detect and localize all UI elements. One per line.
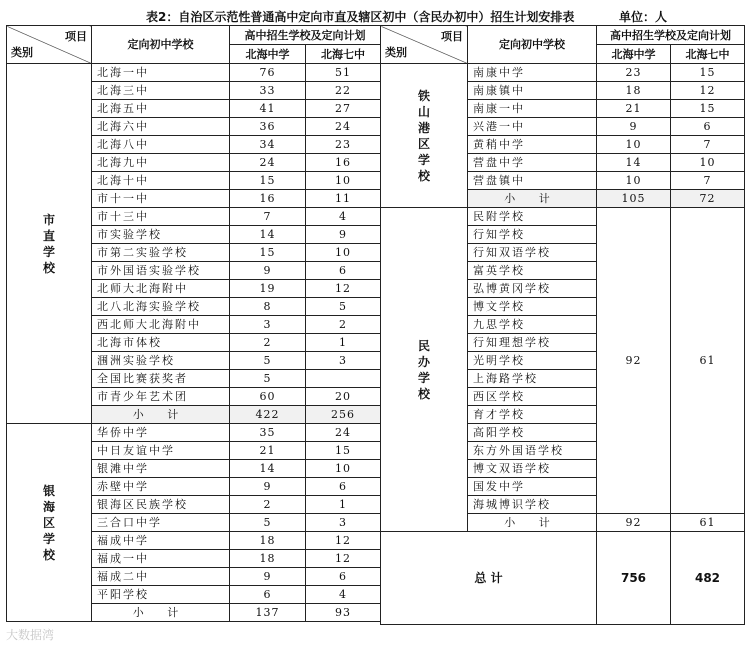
school-name: 行知学校: [468, 226, 597, 244]
header-item: 项目: [65, 30, 87, 43]
plan-hs2: 15: [671, 64, 745, 82]
plan-hs1: 14: [230, 226, 306, 244]
school-name: 博文学校: [468, 298, 597, 316]
school-name: 博文双语学校: [468, 460, 597, 478]
school-name: 全国比赛获奖者: [92, 370, 230, 388]
school-name: 南康镇中: [468, 82, 597, 100]
plan-hs1: 15: [230, 244, 306, 262]
plan-hs1: 60: [230, 388, 306, 406]
plan-hs1: 9: [597, 118, 671, 136]
table-row: [7, 64, 381, 82]
plan-hs2: 12: [306, 280, 381, 298]
plan-hs2: 12: [671, 82, 745, 100]
right-table: [380, 25, 745, 625]
school-name: 上海路学校: [468, 370, 597, 388]
header-middle-school-right: 定向初中学校: [468, 26, 597, 64]
plan-hs1: 5: [230, 370, 306, 388]
plan-hs1: 7: [230, 208, 306, 226]
unit-label: 单位：人: [619, 10, 668, 24]
plan-hs1: 5: [230, 352, 306, 370]
plan-hs2: 10: [306, 244, 381, 262]
school-name: 市实验学校: [92, 226, 230, 244]
header-plan-right: 高中招生学校及定向计划: [597, 26, 745, 45]
plan-hs2: [306, 370, 381, 388]
plan-hs2: 12: [306, 532, 381, 550]
school-name: 银滩中学: [92, 460, 230, 478]
school-name: 富英学校: [468, 262, 597, 280]
plan-hs2: 23: [306, 136, 381, 154]
school-name: 市十一中: [92, 190, 230, 208]
school-name: 营盘中学: [468, 154, 597, 172]
plan-hs1: 6: [230, 586, 306, 604]
plan-hs1: 19: [230, 280, 306, 298]
school-name: 平阳学校: [92, 586, 230, 604]
plan-hs1: 24: [230, 154, 306, 172]
plan-hs2: 6: [671, 118, 745, 136]
school-name: 黄稍中学: [468, 136, 597, 154]
plan-hs1: 76: [230, 64, 306, 82]
header-category: 类别: [11, 46, 33, 59]
subtotal-hs2: 256: [306, 406, 381, 424]
plan-hs2: 51: [306, 64, 381, 82]
plan-hs2: 20: [306, 388, 381, 406]
plan-hs2: 11: [306, 190, 381, 208]
plan-hs1: 34: [230, 136, 306, 154]
school-name: 北八北海实验学校: [92, 298, 230, 316]
plan-hs1: 21: [597, 100, 671, 118]
total-hs1: 756: [597, 532, 671, 625]
subtotal-label: 小 计: [468, 514, 597, 532]
school-name: 三合口中学: [92, 514, 230, 532]
plan-hs2: 10: [306, 172, 381, 190]
school-name: 市外国语实验学校: [92, 262, 230, 280]
plan-hs2: 15: [671, 100, 745, 118]
plan-hs1: 10: [597, 136, 671, 154]
school-name: 涠洲实验学校: [92, 352, 230, 370]
total-label: 总 计: [381, 532, 597, 625]
school-name: 北海一中: [92, 64, 230, 82]
school-name: 行知理想学校: [468, 334, 597, 352]
school-name: 海城博识学校: [468, 496, 597, 514]
school-name: 光明学校: [468, 352, 597, 370]
plan-hs2: 12: [306, 550, 381, 568]
minban-merged-hs2: 61: [671, 208, 745, 514]
table-row: [7, 424, 381, 442]
school-name: 兴港一中: [468, 118, 597, 136]
school-name: 北海八中: [92, 136, 230, 154]
plan-hs2: 2: [306, 316, 381, 334]
subtotal-hs2: 61: [671, 514, 745, 532]
plan-hs1: 3: [230, 316, 306, 334]
school-name: 市青少年艺术团: [92, 388, 230, 406]
plan-hs2: 6: [306, 568, 381, 586]
school-name: 北师大北海附中: [92, 280, 230, 298]
header-hs2-right: 北海七中: [671, 45, 745, 64]
plan-hs1: 9: [230, 262, 306, 280]
minban-merged-hs1: 92: [597, 208, 671, 514]
school-name: 民附学校: [468, 208, 597, 226]
plan-hs1: 10: [597, 172, 671, 190]
header-hs1-right: 北海中学: [597, 45, 671, 64]
school-name: 行知双语学校: [468, 244, 597, 262]
header-hs1: 北海中学: [230, 45, 306, 64]
school-name: 西北师大北海附中: [92, 316, 230, 334]
header-middle-school: 定向初中学校: [92, 26, 230, 64]
school-name: 福成一中: [92, 550, 230, 568]
table-title-bar: [0, 6, 746, 24]
school-name: 育才学校: [468, 406, 597, 424]
table-row: [381, 64, 745, 82]
plan-hs1: 18: [597, 82, 671, 100]
subtotal-label: 小 计: [468, 190, 597, 208]
school-name: 九思学校: [468, 316, 597, 334]
school-name: 北海六中: [92, 118, 230, 136]
group-label-shizhi: 市 直 学 校: [7, 64, 92, 424]
group-label-minban: 民 办 学 校: [381, 208, 468, 532]
plan-hs1: 18: [230, 532, 306, 550]
plan-hs2: 24: [306, 118, 381, 136]
group-label-tieshangang: 铁 山 港 区 学 校: [381, 64, 468, 208]
subtotal-hs1: 105: [597, 190, 671, 208]
total-row: [381, 532, 745, 625]
plan-hs1: 9: [230, 478, 306, 496]
left-table: [6, 25, 381, 622]
plan-hs2: 7: [671, 172, 745, 190]
plan-hs2: 1: [306, 334, 381, 352]
table-title: 表2：自治区示范性普通高中定向市直及辖区初中（含民办初中）招生计划安排表: [146, 10, 575, 24]
plan-hs2: 6: [306, 262, 381, 280]
plan-hs2: 4: [306, 586, 381, 604]
school-name: 赤壁中学: [92, 478, 230, 496]
plan-hs2: 1: [306, 496, 381, 514]
header-plan: 高中招生学校及定向计划: [230, 26, 381, 45]
plan-hs2: 15: [306, 442, 381, 460]
plan-hs1: 16: [230, 190, 306, 208]
subtotal-hs1: 137: [230, 604, 306, 622]
plan-hs2: 3: [306, 352, 381, 370]
school-name: 市第二实验学校: [92, 244, 230, 262]
plan-hs1: 33: [230, 82, 306, 100]
plan-hs1: 8: [230, 298, 306, 316]
school-name: 营盘镇中: [468, 172, 597, 190]
school-name: 东方外国语学校: [468, 442, 597, 460]
plan-hs1: 21: [230, 442, 306, 460]
school-name: 福成中学: [92, 532, 230, 550]
school-name: 北海三中: [92, 82, 230, 100]
plan-hs1: 14: [230, 460, 306, 478]
subtotal-label: 小 计: [92, 406, 230, 424]
plan-hs1: 14: [597, 154, 671, 172]
plan-hs1: 35: [230, 424, 306, 442]
plan-hs2: 5: [306, 298, 381, 316]
subtotal-hs1: 422: [230, 406, 306, 424]
subtotal-label: 小 计: [92, 604, 230, 622]
school-name: 北海五中: [92, 100, 230, 118]
plan-hs2: 27: [306, 100, 381, 118]
school-name: 弘博黄冈学校: [468, 280, 597, 298]
header-diagonal-cell: [7, 26, 92, 64]
school-name: 西区学校: [468, 388, 597, 406]
plan-hs2: 4: [306, 208, 381, 226]
plan-hs2: 24: [306, 424, 381, 442]
watermark: 大数据湾: [6, 628, 55, 642]
school-name: 福成二中: [92, 568, 230, 586]
subtotal-hs1: 92: [597, 514, 671, 532]
school-name: 南康中学: [468, 64, 597, 82]
plan-hs2: 6: [306, 478, 381, 496]
school-name: 北海市体校: [92, 334, 230, 352]
subtotal-hs2: 72: [671, 190, 745, 208]
plan-hs2: 3: [306, 514, 381, 532]
group-label-yinhai: 银 海 区 学 校: [7, 424, 92, 622]
school-name: 银海区民族学校: [92, 496, 230, 514]
school-name: 中日友谊中学: [92, 442, 230, 460]
plan-hs2: 16: [306, 154, 381, 172]
header-category-right: 类别: [385, 46, 407, 59]
school-name: 市十三中: [92, 208, 230, 226]
plan-hs1: 15: [230, 172, 306, 190]
plan-hs2: 10: [671, 154, 745, 172]
plan-hs1: 9: [230, 568, 306, 586]
header-item-right: 项目: [441, 30, 463, 43]
school-name: 北海十中: [92, 172, 230, 190]
school-name: 北海九中: [92, 154, 230, 172]
plan-hs2: 9: [306, 226, 381, 244]
school-name: 华侨中学: [92, 424, 230, 442]
plan-hs1: 18: [230, 550, 306, 568]
subtotal-hs2: 93: [306, 604, 381, 622]
plan-hs1: 41: [230, 100, 306, 118]
header-diagonal-cell-right: [381, 26, 468, 64]
plan-hs2: 7: [671, 136, 745, 154]
table-row: [381, 208, 745, 226]
plan-hs1: 2: [230, 334, 306, 352]
plan-hs1: 2: [230, 496, 306, 514]
plan-hs2: 22: [306, 82, 381, 100]
school-name: 国发中学: [468, 478, 597, 496]
total-hs2: 482: [671, 532, 745, 625]
header-hs2: 北海七中: [306, 45, 381, 64]
plan-hs1: 36: [230, 118, 306, 136]
plan-hs2: 10: [306, 460, 381, 478]
plan-hs1: 5: [230, 514, 306, 532]
school-name: 高阳学校: [468, 424, 597, 442]
school-name: 南康一中: [468, 100, 597, 118]
plan-hs1: 23: [597, 64, 671, 82]
